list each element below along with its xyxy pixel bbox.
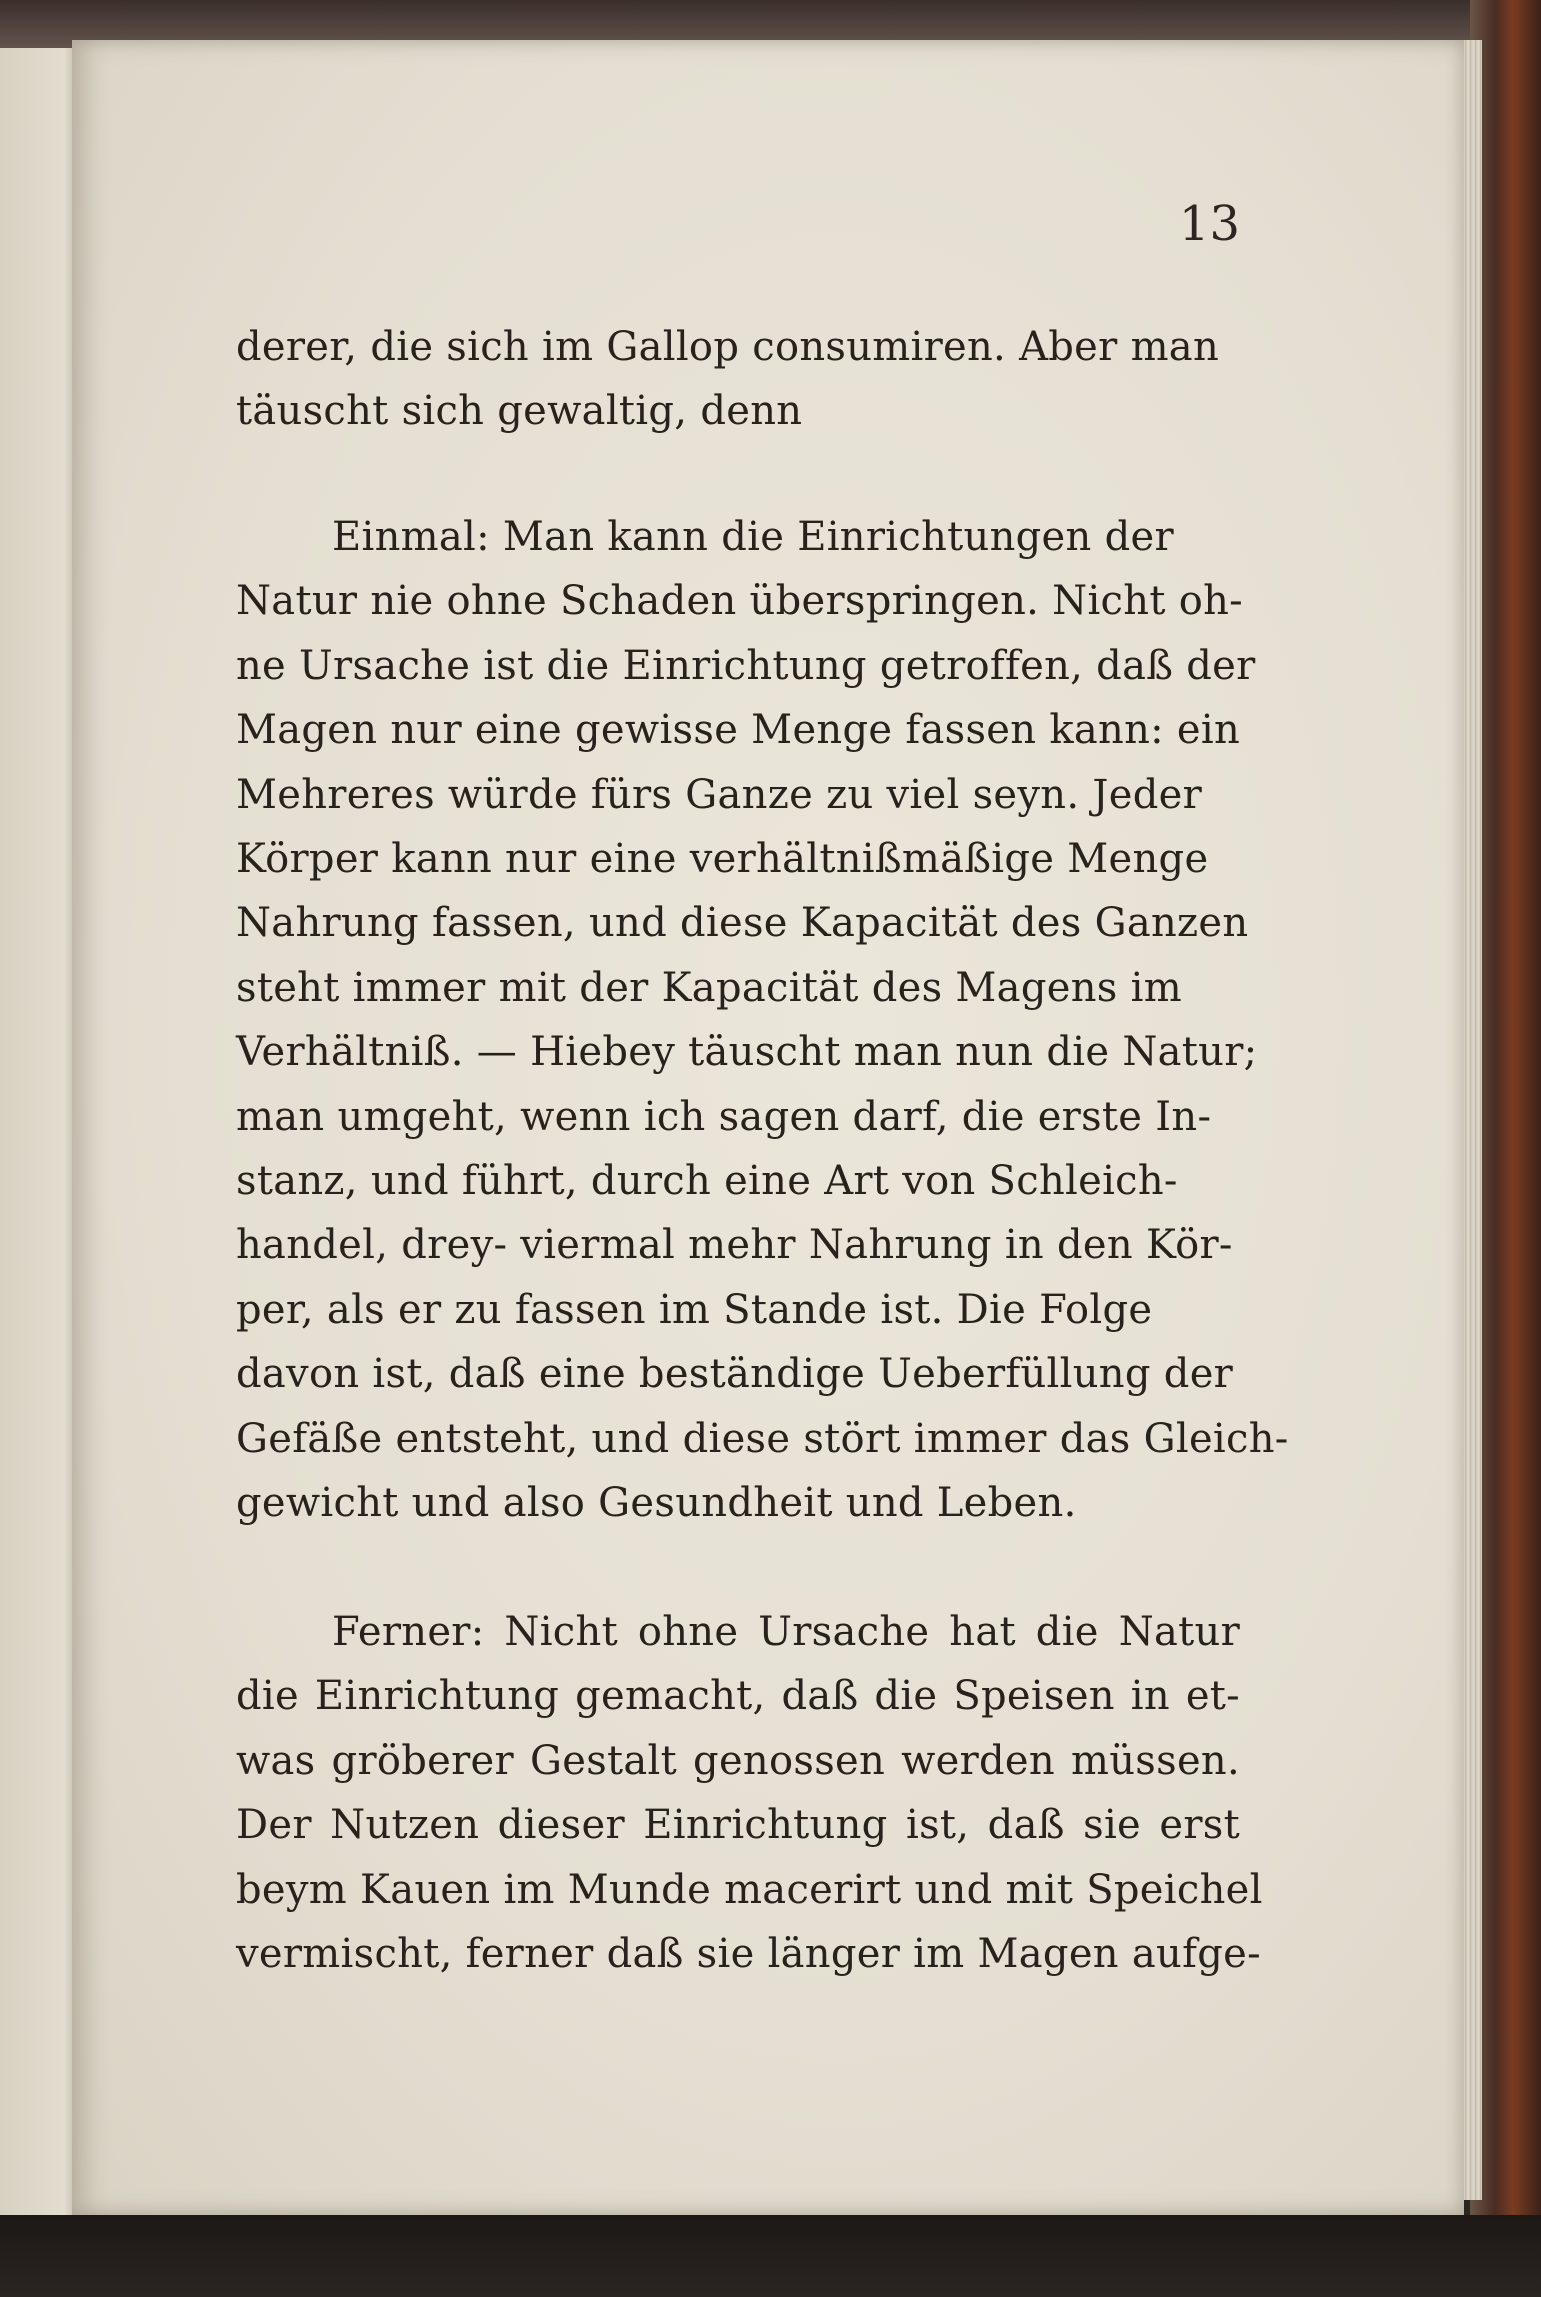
text-line: handel, drey- viermal mehr Nahrung in den Kör- (236, 1222, 1233, 1269)
text-line: stanz, und führt, durch eine Art von Schleich- (236, 1158, 1178, 1205)
text-line: beym Kauen im Munde macerirt und mit Speichel (236, 1866, 1263, 1913)
paragraph-3 (236, 1600, 1263, 1986)
text-line: steht immer mit der Kapacität des Magens im (236, 964, 1182, 1011)
text-line: Der Nutzen dieser Einrichtung ist, daß sie erst (236, 1802, 1240, 1849)
text-line: ne Ursache ist die Einrichtung getroffen, daß der (236, 642, 1256, 689)
text-line: Natur nie ohne Schaden überspringen. Nicht oh- (236, 578, 1243, 625)
text-line: per, als er zu fassen im Stande ist. Die Folge (236, 1286, 1153, 1333)
text-line: Ferner: Nicht ohne Ursache hat die Natur (332, 1609, 1240, 1655)
paragraph-2 (236, 505, 1289, 1536)
text-line: Körper kann nur eine verhältnißmäßige Menge (236, 836, 1209, 883)
text-line: vermischt, ferner daß sie länger im Magen aufge- (236, 1931, 1261, 1978)
text-line: gewicht und also Gesundheit und Leben. (236, 1480, 1077, 1527)
page-number: 13 (1178, 196, 1240, 252)
book-bottom-edge (0, 2215, 1541, 2297)
text-line: Verhältniß. — Hiebey täuscht man nun die Natur; (236, 1029, 1258, 1076)
paragraph-1 (236, 315, 1240, 444)
text-line: die Einrichtung gemacht, daß die Speisen in et- (236, 1673, 1240, 1720)
text-line: davon ist, daß eine beständige Ueberfüllung der (236, 1351, 1234, 1398)
text-line: derer, die sich im Gallop consumiren. Aber man (236, 324, 1220, 370)
text-line: man umgeht, wenn ich sagen darf, die erste In- (236, 1093, 1212, 1140)
text-line: Mehreres würde fürs Ganze zu viel seyn. Jeder (236, 771, 1202, 818)
text-line: Gefäße entsteht, und diese stört immer das Gleich- (236, 1415, 1289, 1462)
text-line: Nahrung fassen, und diese Kapacität des Ganzen (236, 900, 1249, 947)
text-line: Einmal: Man kann die Einrichtungen der (332, 514, 1174, 560)
text-line: was gröberer Gestalt genossen werden müssen. (236, 1737, 1240, 1784)
previous-page-edge (0, 48, 80, 2218)
text-line: täuscht sich gewaltig, denn (236, 388, 803, 435)
text-line: Magen nur eine gewisse Menge fassen kann: ein (236, 707, 1241, 754)
